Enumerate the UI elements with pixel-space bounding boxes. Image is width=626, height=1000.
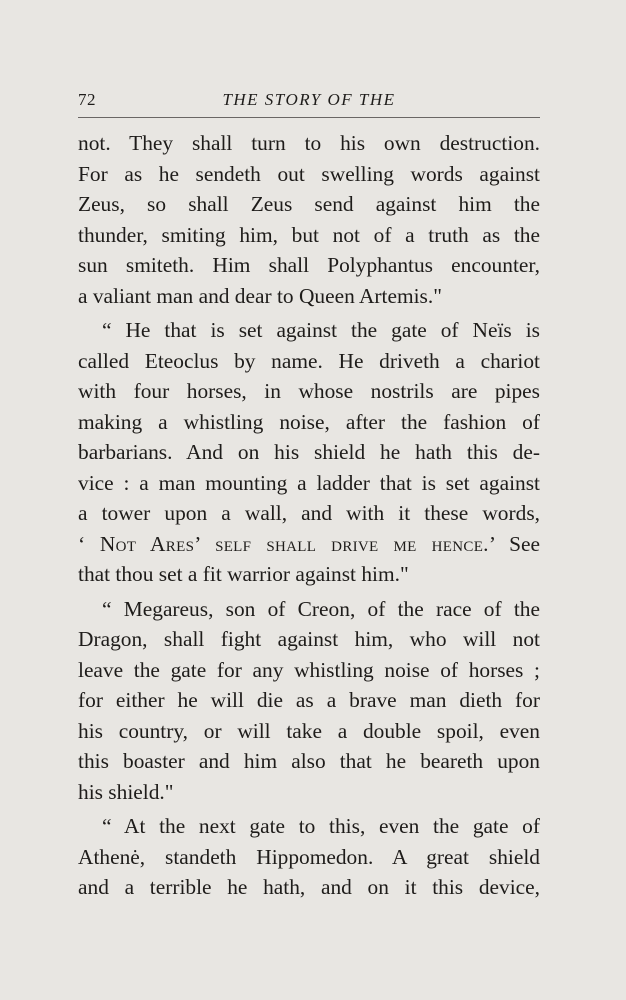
motto-line: [78, 529, 540, 560]
text-line: his shield.": [78, 779, 174, 804]
text-line: for either he will die as a brave man dieth for: [78, 688, 540, 712]
text-line: with four horses, in whose nostrils are pipes: [78, 379, 540, 403]
text-line: and a terrible he hath, and on it this device,: [78, 875, 540, 899]
text-line: vice : a man mounting a ladder that is set against: [78, 470, 540, 495]
text-line: not. They shall turn to his own destruction.: [78, 131, 540, 155]
page-number: 72: [78, 90, 96, 109]
text-line: leave the gate for any whistling noise of horses ;: [78, 657, 540, 682]
page-header: [78, 90, 540, 114]
text-line: that thou set a fit warrior against him.": [78, 562, 409, 586]
paragraph: [78, 594, 540, 808]
paragraph: [78, 811, 540, 903]
shield-motto: Not Ares’ self shall drive me hence.: [99, 531, 489, 556]
text-line: thunder, smiting him, but not of a truth as the: [78, 222, 540, 247]
motto-open-quote: ‘: [78, 531, 100, 556]
text-line: called Eteoclus by name. He driveth a chariot: [78, 348, 540, 373]
text-line: “ He that is set against the gate of Neïs is: [102, 318, 540, 342]
text-line: a valiant man and dear to Queen Artemis.": [78, 283, 442, 308]
text-line: Athenė, standeth Hippomedon. A great shield: [78, 844, 540, 869]
text-line: “ At the next gate to this, even the gate of: [102, 814, 540, 838]
text-line: a tower upon a wall, and with it these words,: [78, 501, 540, 525]
paragraph: [78, 128, 540, 311]
text-line: barbarians. And on his shield he hath this de-: [78, 440, 540, 464]
header-rule: [78, 117, 540, 118]
running-head: THE STORY OF THE: [222, 90, 396, 109]
body-text: [78, 128, 540, 903]
text-line: making a whistling noise, after the fashion of: [78, 409, 540, 434]
text-line: this boaster and him also that he beareth upon: [78, 749, 540, 773]
paragraph: [78, 315, 540, 590]
text-line: sun smiteth. Him shall Polyphantus encounter,: [78, 253, 540, 277]
text-line: “ Megareus, son of Creon, of the race of the: [102, 596, 540, 621]
text-line: Zeus, so shall Zeus send against him the: [78, 192, 540, 216]
text-line: his country, or will take a double spoil, even: [78, 718, 540, 743]
text-line: Dragon, shall fight against him, who will not: [78, 627, 540, 651]
text-line: For as he sendeth out swelling words against: [78, 161, 540, 186]
motto-close: ’ See: [488, 531, 540, 556]
